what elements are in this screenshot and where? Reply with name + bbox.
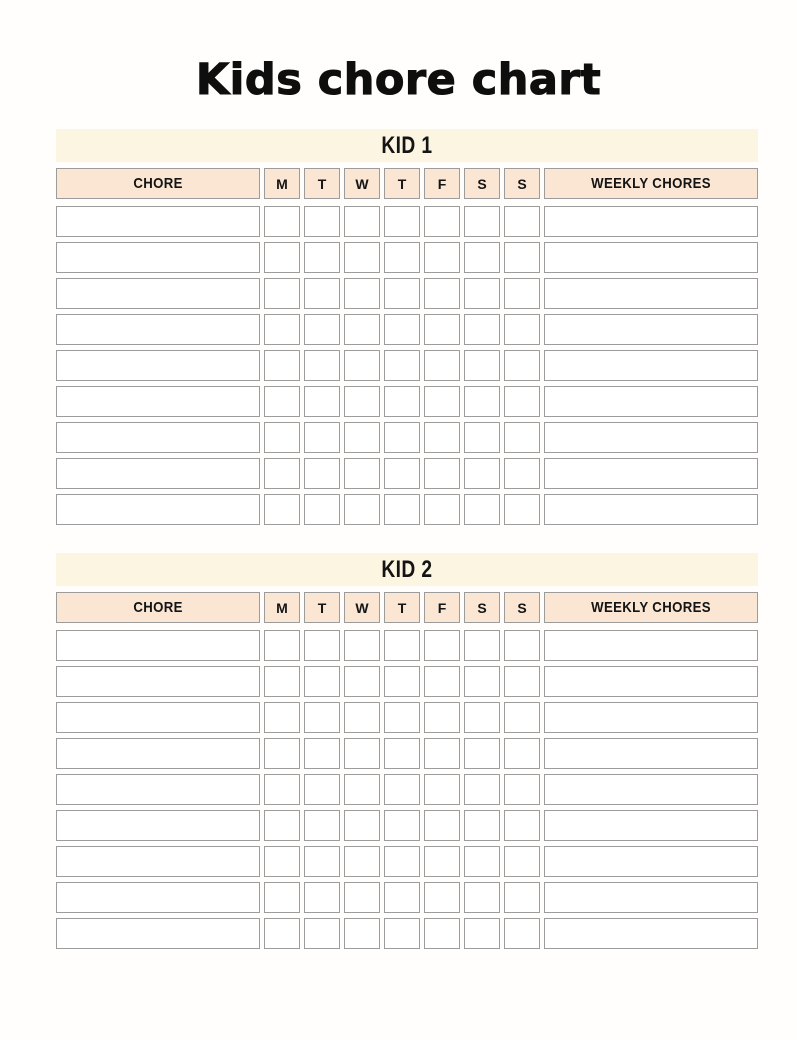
day-checkbox-cell[interactable]: [504, 810, 540, 841]
day-checkbox-cell[interactable]: [384, 350, 420, 381]
weekly-chores-input-cell[interactable]: [544, 458, 758, 489]
day-checkbox-cell[interactable]: [424, 242, 460, 273]
day-column-header: S: [464, 168, 500, 199]
day-checkbox-cell[interactable]: [344, 774, 380, 805]
weekly-chores-input-cell[interactable]: [544, 846, 758, 877]
day-checkbox-cell[interactable]: [464, 774, 500, 805]
section-banner: [56, 129, 758, 162]
day-column-header: F: [424, 168, 460, 199]
day-checkbox-cell[interactable]: [464, 350, 500, 381]
day-checkbox-cell[interactable]: [304, 666, 340, 697]
day-checkbox-cell[interactable]: [424, 494, 460, 525]
day-checkbox-cell[interactable]: [304, 738, 340, 769]
day-checkbox-cell[interactable]: [264, 774, 300, 805]
chore-column-header: [56, 592, 260, 623]
day-column-header: S: [504, 592, 540, 623]
chore-input-cell[interactable]: [56, 278, 260, 309]
day-checkbox-cell[interactable]: [264, 242, 300, 273]
day-checkbox-cell[interactable]: [264, 458, 300, 489]
chore-row: [56, 630, 758, 661]
day-checkbox-cell[interactable]: [304, 918, 340, 949]
day-checkbox-cell[interactable]: [344, 738, 380, 769]
day-checkbox-cell[interactable]: [464, 314, 500, 345]
chore-row: [56, 458, 758, 489]
day-checkbox-cell[interactable]: [264, 422, 300, 453]
weekly-header-label: WEEKLY CHORES: [591, 599, 711, 616]
day-checkbox-cell[interactable]: [384, 494, 420, 525]
chore-input-cell[interactable]: [56, 738, 260, 769]
chore-header-label: CHORE: [133, 599, 183, 616]
day-checkbox-cell[interactable]: [424, 350, 460, 381]
day-checkbox-cell[interactable]: [464, 278, 500, 309]
day-checkbox-cell[interactable]: [384, 206, 420, 237]
chore-row: [56, 738, 758, 769]
weekly-chores-input-cell[interactable]: [544, 350, 758, 381]
chore-input-cell[interactable]: [56, 206, 260, 237]
day-checkbox-cell[interactable]: [384, 918, 420, 949]
day-checkbox-cell[interactable]: [504, 314, 540, 345]
day-checkbox-cell[interactable]: [504, 774, 540, 805]
day-checkbox-cell[interactable]: [344, 702, 380, 733]
day-checkbox-cell[interactable]: [504, 666, 540, 697]
day-checkbox-cell[interactable]: [264, 702, 300, 733]
chore-input-cell[interactable]: [56, 810, 260, 841]
day-checkbox-cell[interactable]: [424, 386, 460, 417]
chore-row: [56, 494, 758, 525]
day-checkbox-cell[interactable]: [464, 702, 500, 733]
day-checkbox-cell[interactable]: [344, 278, 380, 309]
day-checkbox-cell[interactable]: [264, 738, 300, 769]
day-checkbox-cell[interactable]: [304, 702, 340, 733]
kid-section: [56, 553, 758, 949]
day-checkbox-cell[interactable]: [304, 314, 340, 345]
day-checkbox-cell[interactable]: [304, 386, 340, 417]
day-checkbox-cell[interactable]: [344, 242, 380, 273]
day-checkbox-cell[interactable]: [264, 666, 300, 697]
day-checkbox-cell[interactable]: [264, 846, 300, 877]
day-checkbox-cell[interactable]: [344, 314, 380, 345]
day-checkbox-cell[interactable]: [424, 666, 460, 697]
weekly-chores-input-cell[interactable]: [544, 206, 758, 237]
day-checkbox-cell[interactable]: [504, 242, 540, 273]
day-checkbox-cell[interactable]: [464, 738, 500, 769]
day-column-header: M: [264, 168, 300, 199]
day-column-header: S: [504, 168, 540, 199]
day-checkbox-cell[interactable]: [344, 422, 380, 453]
day-checkbox-cell[interactable]: [504, 702, 540, 733]
day-checkbox-cell[interactable]: [384, 846, 420, 877]
day-checkbox-cell[interactable]: [464, 206, 500, 237]
table-rows: [56, 630, 758, 949]
chore-row: [56, 882, 758, 913]
weekly-chores-input-cell[interactable]: [544, 494, 758, 525]
day-checkbox-cell[interactable]: [384, 386, 420, 417]
day-column-header: S: [464, 592, 500, 623]
day-checkbox-cell[interactable]: [344, 458, 380, 489]
section-banner: [56, 553, 758, 586]
day-checkbox-cell[interactable]: [344, 666, 380, 697]
weekly-chores-input-cell[interactable]: [544, 738, 758, 769]
day-checkbox-cell[interactable]: [264, 278, 300, 309]
chore-input-cell[interactable]: [56, 882, 260, 913]
day-checkbox-cell[interactable]: [304, 630, 340, 661]
day-column-header: W: [344, 592, 380, 623]
day-checkbox-cell[interactable]: [264, 494, 300, 525]
day-column-header: W: [344, 168, 380, 199]
day-checkbox-cell[interactable]: [384, 242, 420, 273]
day-checkbox-cell[interactable]: [264, 882, 300, 913]
chore-input-cell[interactable]: [56, 918, 260, 949]
chore-input-cell[interactable]: [56, 774, 260, 805]
day-checkbox-cell[interactable]: [384, 810, 420, 841]
chore-input-cell[interactable]: [56, 666, 260, 697]
day-checkbox-cell[interactable]: [344, 918, 380, 949]
day-checkbox-cell[interactable]: [344, 350, 380, 381]
chore-input-cell[interactable]: [56, 458, 260, 489]
day-checkbox-cell[interactable]: [264, 350, 300, 381]
day-checkbox-cell[interactable]: [424, 810, 460, 841]
day-checkbox-cell[interactable]: [504, 422, 540, 453]
chore-column-header: [56, 168, 260, 199]
day-column-header: T: [304, 592, 340, 623]
table-header-row: [56, 592, 758, 623]
day-checkbox-cell[interactable]: [264, 386, 300, 417]
weekly-header-label: WEEKLY CHORES: [591, 175, 711, 192]
weekly-chores-input-cell[interactable]: [544, 422, 758, 453]
day-checkbox-cell[interactable]: [384, 314, 420, 345]
day-column-header: M: [264, 592, 300, 623]
day-checkbox-cell[interactable]: [304, 774, 340, 805]
chore-input-cell[interactable]: [56, 494, 260, 525]
day-checkbox-cell[interactable]: [304, 278, 340, 309]
day-checkbox-cell[interactable]: [424, 314, 460, 345]
day-checkbox-cell[interactable]: [304, 422, 340, 453]
day-checkbox-cell[interactable]: [504, 738, 540, 769]
day-checkbox-cell[interactable]: [304, 206, 340, 237]
weekly-chores-input-cell[interactable]: [544, 386, 758, 417]
chore-row: [56, 314, 758, 345]
weekly-chores-column-header: [544, 168, 758, 199]
table-rows: [56, 206, 758, 525]
day-checkbox-cell[interactable]: [304, 882, 340, 913]
table-header-row: [56, 168, 758, 199]
day-checkbox-cell[interactable]: [424, 278, 460, 309]
chore-row: [56, 846, 758, 877]
day-column-header: F: [424, 592, 460, 623]
day-checkbox-cell[interactable]: [344, 494, 380, 525]
chore-row: [56, 774, 758, 805]
day-checkbox-cell[interactable]: [384, 630, 420, 661]
day-checkbox-cell[interactable]: [344, 846, 380, 877]
chore-row: [56, 278, 758, 309]
weekly-chores-column-header: [544, 592, 758, 623]
day-checkbox-cell[interactable]: [424, 918, 460, 949]
day-checkbox-cell[interactable]: [424, 846, 460, 877]
weekly-chores-input-cell[interactable]: [544, 666, 758, 697]
day-checkbox-cell[interactable]: [464, 666, 500, 697]
day-checkbox-cell[interactable]: [464, 918, 500, 949]
day-checkbox-cell[interactable]: [344, 206, 380, 237]
day-checkbox-cell[interactable]: [304, 846, 340, 877]
chore-input-cell[interactable]: [56, 422, 260, 453]
day-checkbox-cell[interactable]: [384, 666, 420, 697]
day-checkbox-cell[interactable]: [464, 422, 500, 453]
chore-row: [56, 206, 758, 237]
chore-input-cell[interactable]: [56, 702, 260, 733]
day-checkbox-cell[interactable]: [424, 458, 460, 489]
day-checkbox-cell[interactable]: [504, 386, 540, 417]
weekly-chores-input-cell[interactable]: [544, 702, 758, 733]
day-checkbox-cell[interactable]: [464, 810, 500, 841]
day-checkbox-cell[interactable]: [504, 846, 540, 877]
day-checkbox-cell[interactable]: [464, 386, 500, 417]
day-checkbox-cell[interactable]: [344, 810, 380, 841]
section-title: KID 2: [381, 555, 433, 583]
weekly-chores-input-cell[interactable]: [544, 278, 758, 309]
day-checkbox-cell[interactable]: [504, 918, 540, 949]
page-title: Kids chore chart: [195, 55, 602, 105]
chore-input-cell[interactable]: [56, 314, 260, 345]
weekly-chores-input-cell[interactable]: [544, 918, 758, 949]
kid-section: [56, 129, 758, 525]
day-checkbox-cell[interactable]: [504, 206, 540, 237]
day-checkbox-cell[interactable]: [264, 810, 300, 841]
day-checkbox-cell[interactable]: [424, 882, 460, 913]
day-checkbox-cell[interactable]: [504, 630, 540, 661]
day-column-header: T: [384, 592, 420, 623]
chore-row: [56, 702, 758, 733]
day-checkbox-cell[interactable]: [464, 458, 500, 489]
chore-row: [56, 810, 758, 841]
chore-row: [56, 918, 758, 949]
chore-input-cell[interactable]: [56, 350, 260, 381]
day-checkbox-cell[interactable]: [384, 774, 420, 805]
day-checkbox-cell[interactable]: [304, 494, 340, 525]
section-title: KID 1: [381, 131, 433, 159]
day-checkbox-cell[interactable]: [384, 882, 420, 913]
day-column-header: T: [304, 168, 340, 199]
day-checkbox-cell[interactable]: [264, 314, 300, 345]
day-checkbox-cell[interactable]: [264, 630, 300, 661]
day-checkbox-cell[interactable]: [344, 630, 380, 661]
day-checkbox-cell[interactable]: [304, 458, 340, 489]
day-checkbox-cell[interactable]: [464, 882, 500, 913]
day-checkbox-cell[interactable]: [424, 774, 460, 805]
day-checkbox-cell[interactable]: [304, 242, 340, 273]
day-checkbox-cell[interactable]: [384, 738, 420, 769]
day-checkbox-cell[interactable]: [344, 386, 380, 417]
chore-row: [56, 422, 758, 453]
day-checkbox-cell[interactable]: [504, 278, 540, 309]
weekly-chores-input-cell[interactable]: [544, 882, 758, 913]
day-checkbox-cell[interactable]: [384, 458, 420, 489]
day-checkbox-cell[interactable]: [504, 882, 540, 913]
chore-input-cell[interactable]: [56, 630, 260, 661]
weekly-chores-input-cell[interactable]: [544, 774, 758, 805]
chore-chart: [56, 129, 758, 949]
day-column-header: T: [384, 168, 420, 199]
chore-row: [56, 386, 758, 417]
chore-header-label: CHORE: [133, 175, 183, 192]
chore-row: [56, 666, 758, 697]
day-checkbox-cell[interactable]: [504, 350, 540, 381]
chore-row: [56, 242, 758, 273]
day-checkbox-cell[interactable]: [424, 422, 460, 453]
day-checkbox-cell[interactable]: [384, 422, 420, 453]
weekly-chores-input-cell[interactable]: [544, 314, 758, 345]
chore-input-cell[interactable]: [56, 386, 260, 417]
day-checkbox-cell[interactable]: [464, 494, 500, 525]
day-checkbox-cell[interactable]: [264, 918, 300, 949]
day-checkbox-cell[interactable]: [464, 242, 500, 273]
day-checkbox-cell[interactable]: [424, 702, 460, 733]
day-checkbox-cell[interactable]: [264, 206, 300, 237]
day-checkbox-cell[interactable]: [504, 458, 540, 489]
day-checkbox-cell[interactable]: [304, 350, 340, 381]
day-checkbox-cell[interactable]: [384, 278, 420, 309]
day-checkbox-cell[interactable]: [424, 738, 460, 769]
day-checkbox-cell[interactable]: [424, 206, 460, 237]
weekly-chores-input-cell[interactable]: [544, 242, 758, 273]
day-checkbox-cell[interactable]: [384, 702, 420, 733]
day-checkbox-cell[interactable]: [464, 846, 500, 877]
day-checkbox-cell[interactable]: [344, 882, 380, 913]
day-checkbox-cell[interactable]: [464, 630, 500, 661]
day-checkbox-cell[interactable]: [504, 494, 540, 525]
day-checkbox-cell[interactable]: [424, 630, 460, 661]
chore-input-cell[interactable]: [56, 242, 260, 273]
chore-row: [56, 350, 758, 381]
chore-input-cell[interactable]: [56, 846, 260, 877]
day-checkbox-cell[interactable]: [304, 810, 340, 841]
weekly-chores-input-cell[interactable]: [544, 630, 758, 661]
weekly-chores-input-cell[interactable]: [544, 810, 758, 841]
